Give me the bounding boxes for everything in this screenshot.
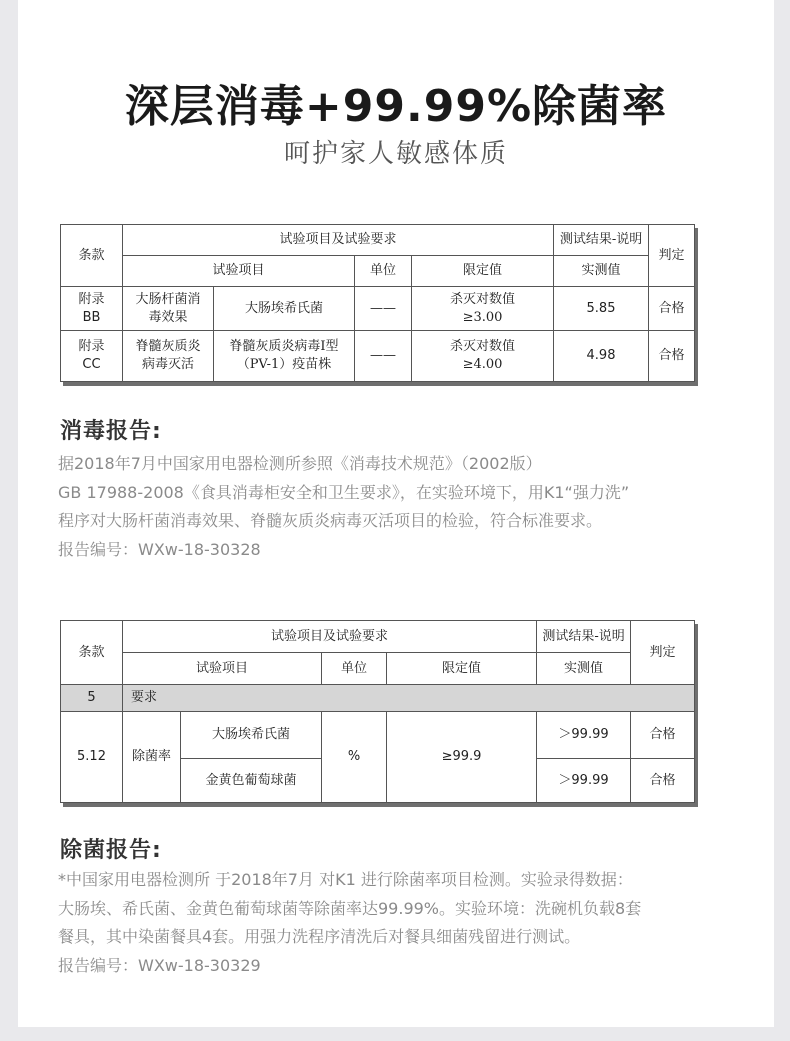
report-line: 程序对大肠杆菌消毒效果、脊髓灰质炎病毒灭活项目的检验，符合标准要求。 (58, 511, 603, 530)
report-line: 大肠埃、希氏菌、金黄色葡萄球菌等除菌率达99.99%。实验环境：洗碗机负载8套 (58, 898, 642, 918)
item-cell: 大肠埃希氏菌 (214, 287, 355, 331)
section-row (61, 685, 695, 712)
sterilization-report-text (58, 866, 738, 980)
verdict-cell: 合格 (649, 287, 695, 331)
limit-cell: 杀灭对数值 ≥3.00 (412, 287, 554, 331)
header-clause: 条款 (61, 225, 123, 287)
page-title: 深层消毒+99.99%除菌率 (124, 81, 668, 132)
limit-cell: 杀灭对数值 ≥4.00 (412, 331, 554, 382)
header-result: 测试结果-说明 (554, 225, 649, 256)
report-line: 餐具，其中染菌餐具4套。用强力洗程序清洗后对餐具细菌残留进行测试。 (58, 927, 581, 946)
section-number: 5 (61, 685, 123, 712)
table-subheader-row (61, 653, 695, 685)
measured-cell: ＞99.99 (537, 759, 631, 803)
sterilization-report-title: 除菌报告: (60, 838, 162, 863)
header-limit: 限定值 (387, 653, 537, 685)
category-cell: 大肠杆菌消 毒效果 (123, 287, 214, 331)
header-item: 试验项目 (123, 653, 322, 685)
header-limit: 限定值 (412, 256, 554, 287)
header-items-requirements: 试验项目及试验要求 (123, 621, 537, 653)
table-header-row (61, 225, 695, 256)
measured-cell: 5.85 (554, 287, 649, 331)
category-cell: 除菌率 (123, 712, 181, 803)
unit-cell: —— (355, 287, 412, 331)
header-measured: 实测值 (537, 653, 631, 685)
header-items-requirements: 试验项目及试验要求 (123, 225, 554, 256)
report-line: GB 17988-2008《食具消毒柜安全和卫生要求》，在实验环境下，用K1“强力洗” (58, 482, 630, 502)
header-verdict: 判定 (649, 225, 695, 287)
item-cell: 大肠埃希氏菌 (181, 712, 322, 759)
section-label: 要求 (123, 685, 695, 712)
clause-cell: 附录 CC (61, 331, 123, 382)
table-row (61, 287, 695, 331)
table-row (61, 712, 695, 759)
unit-cell: % (322, 712, 387, 803)
report-line: 据2018年7月中国家用电器检测所参照《消毒技术规范》（2002版） (58, 454, 542, 473)
disinfection-test-table (60, 224, 695, 382)
item-cell: 金黄色葡萄球菌 (181, 759, 322, 803)
sterilization-test-table (60, 620, 695, 803)
table-subheader-row (61, 256, 695, 287)
measured-cell: ＞99.99 (537, 712, 631, 759)
header-unit: 单位 (322, 653, 387, 685)
header-result: 测试结果-说明 (537, 621, 631, 653)
clause-cell: 附录 BB (61, 287, 123, 331)
limit-cell: ≥99.9 (387, 712, 537, 803)
page-subtitle: 呵护家人敏感体质 (283, 139, 508, 169)
unit-cell: —— (355, 331, 412, 382)
table-row (61, 331, 695, 382)
item-cell: 脊髓灰质炎病毒Ⅰ型 （PV-1）疫苗株 (214, 331, 355, 382)
header-item: 试验项目 (123, 256, 355, 287)
header-verdict: 判定 (631, 621, 695, 685)
verdict-cell: 合格 (649, 331, 695, 382)
disinfection-report-text (58, 450, 738, 564)
header-clause: 条款 (61, 621, 123, 685)
header-measured: 实测值 (554, 256, 649, 287)
verdict-cell: 合格 (631, 712, 695, 759)
report-line: *中国家用电器检测所 于2018年7月 对K1 进行除菌率项目检测。实验录得数据： (58, 870, 633, 889)
clause-cell: 5.12 (61, 712, 123, 803)
verdict-cell: 合格 (631, 759, 695, 803)
report-number: 报告编号：WXw-18-30329 (58, 955, 261, 975)
category-cell: 脊髓灰质炎 病毒灭活 (123, 331, 214, 382)
disinfection-report-title: 消毒报告: (60, 419, 162, 444)
header-unit: 单位 (355, 256, 412, 287)
measured-cell: 4.98 (554, 331, 649, 382)
report-number: 报告编号：WXw-18-30328 (58, 539, 261, 559)
table-header-row (61, 621, 695, 653)
